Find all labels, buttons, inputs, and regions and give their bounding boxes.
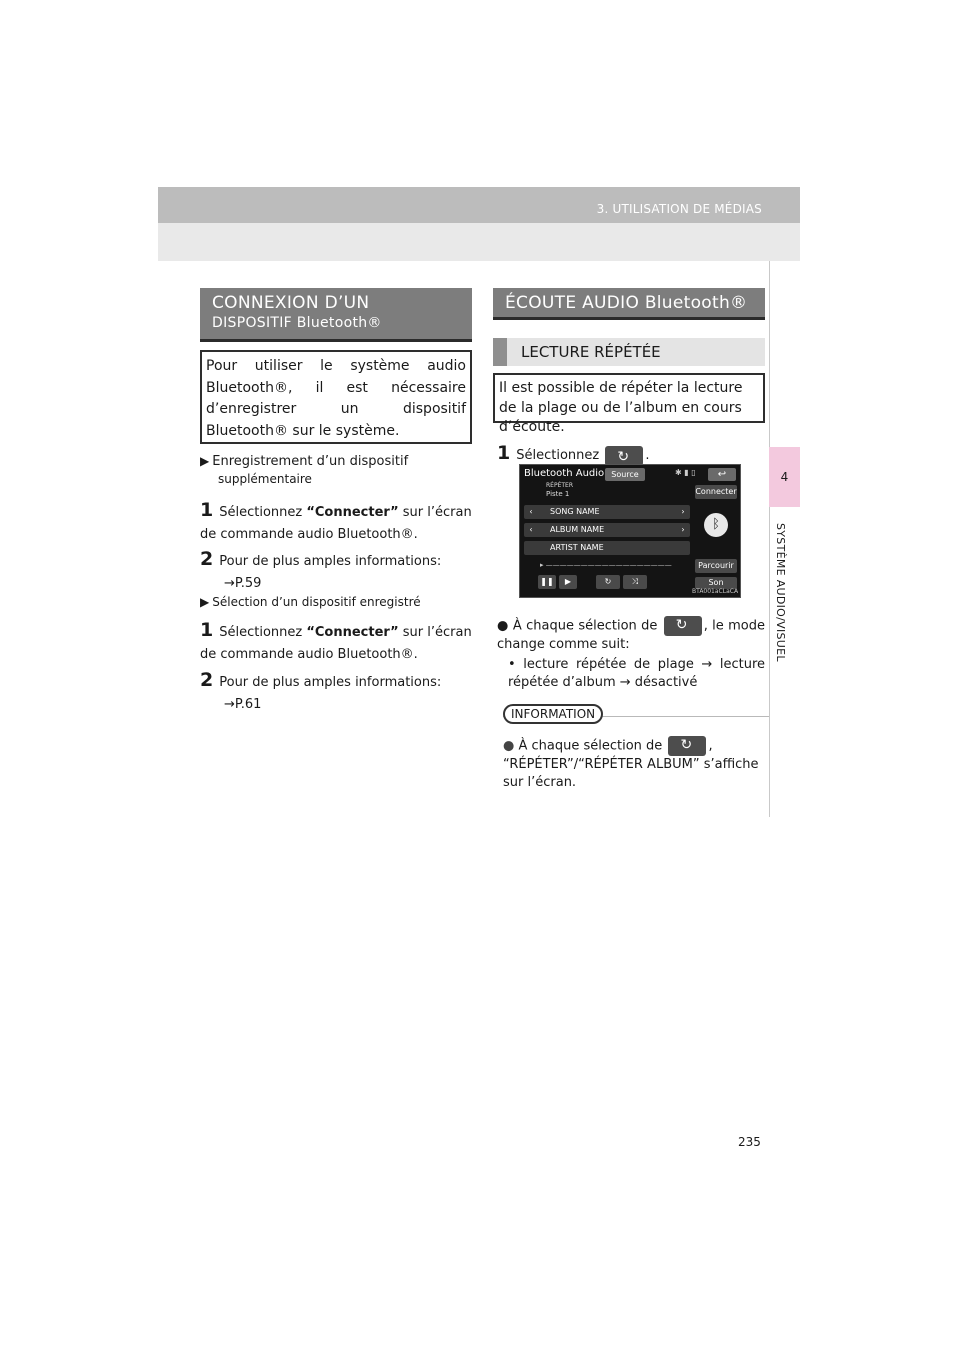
step-text-end: sur l’écran de commande audio Bluetooth®. <box>200 505 472 543</box>
page-number: 235 <box>738 1135 761 1149</box>
step-number: 1 <box>200 499 214 521</box>
album-row[interactable] <box>524 523 690 537</box>
repeat-button-icon <box>668 736 706 756</box>
pause-button[interactable]: ❚❚ <box>538 575 556 589</box>
subheading-1-line2: supplémentaire <box>218 471 312 486</box>
step-4-info <box>200 665 472 716</box>
step-text: Sélectionnez <box>219 505 307 520</box>
repeat-indicator: RÉPÉTER <box>546 482 573 489</box>
step-number: 1 <box>200 619 214 641</box>
step-number: 2 <box>200 548 214 570</box>
browse-button[interactable]: Parcourir <box>695 559 737 573</box>
step-text-end: sur l’écran de commande audio Bluetooth®. <box>200 625 472 663</box>
subheading-2: Sélection d’un dispositif enregistré <box>212 595 421 609</box>
chevron-right-icon[interactable]: › <box>681 525 685 534</box>
subheading-selection <box>200 594 472 610</box>
sub-bullet-sequence <box>508 656 765 691</box>
shuffle-button[interactable]: ⤨ <box>623 575 647 589</box>
bullet-dot-icon: ● <box>497 618 509 634</box>
screen-title: Bluetooth Audio <box>524 468 605 479</box>
subsection-marker <box>493 338 507 366</box>
section-title-ecoute <box>493 288 765 320</box>
chevron-left-icon[interactable]: ‹ <box>529 507 533 516</box>
step-text: Sélectionnez <box>219 625 307 640</box>
chevron-left-icon[interactable]: ‹ <box>529 525 533 534</box>
step-bold-term: “Connecter” <box>306 505 399 520</box>
subsection-lecture-repetee <box>493 338 765 366</box>
step-1-connecter <box>200 495 472 546</box>
sub-bullet-text: lecture répétée de plage → lecture répétée d’album → désactivé <box>508 657 765 690</box>
info-note: ● À chaque sélection de ↻ , “RÉPÉTER”/“RÉPÉTER ALBUM” s’affiche sur l’écran. <box>503 736 765 791</box>
step-select-repeat: 1 Sélectionnez ↻ . <box>497 438 650 468</box>
subheading-1-line1: Enregistrement d’un dispositif <box>212 454 409 469</box>
header-strip <box>158 223 800 261</box>
bluetooth-audio-screen <box>519 464 741 598</box>
subsection-title: LECTURE RÉPÉTÉE <box>521 343 661 361</box>
chapter-tab <box>769 447 800 507</box>
section-title-line2: DISPOSITIF Bluetooth® <box>212 315 382 331</box>
repeat-button[interactable]: ↻ <box>596 575 620 589</box>
progress-bar: ▸ —————————————————— <box>540 561 672 569</box>
song-row[interactable] <box>524 505 690 519</box>
info-bullet-icon: ● <box>503 738 515 754</box>
intro-box-right: Il est possible de répéter la lecture de la plage ou de l’album en cours d’écoute. <box>493 373 765 423</box>
chapter-title: 3. UTILISATION DE MÉDIAS <box>596 202 762 216</box>
step-text: Sélectionnez <box>516 448 600 463</box>
bluetooth-icon: ᛒ <box>704 513 728 537</box>
song-name: SONG NAME <box>550 507 600 516</box>
step-text: Pour de plus amples informations: <box>219 554 442 569</box>
info-text: À chaque sélection de <box>518 738 663 754</box>
bullet-mode-change <box>497 616 765 654</box>
source-button[interactable]: Source <box>605 468 645 481</box>
chevron-right-icon[interactable]: › <box>681 507 685 516</box>
step-number: 1 <box>497 442 511 464</box>
information-label: INFORMATION <box>503 704 603 724</box>
sub-bullet-dot: • <box>508 657 516 672</box>
page-reference: →P.59 <box>224 576 262 592</box>
sound-button[interactable]: Son <box>695 577 737 589</box>
section-title-line1: CONNEXION D’UN <box>212 293 370 313</box>
repeat-button-icon <box>605 446 643 466</box>
chapter-tab-number: 4 <box>780 470 789 484</box>
subheading-enregistrement <box>200 453 472 487</box>
artist-row <box>524 541 690 555</box>
triangle-right-icon: ▶ <box>200 595 210 609</box>
repeat-button-icon <box>664 616 702 636</box>
bullet-text-end: , le mode change comme suit: <box>497 618 765 652</box>
next-button[interactable]: ▶ <box>559 575 577 589</box>
figure-code: BTA001aCLaCA <box>692 588 739 595</box>
chapter-side-label: SYSTÈME AUDIO/VISUEL <box>774 523 787 662</box>
triangle-right-icon: ▶ <box>200 454 210 468</box>
side-divider <box>769 261 770 817</box>
connect-button[interactable]: Connecter <box>695 485 737 499</box>
step-2-info <box>200 544 472 595</box>
step-3-connecter <box>200 615 472 666</box>
step-number: 2 <box>200 669 214 691</box>
back-arrow-icon[interactable]: ↩ <box>708 468 736 481</box>
page-reference: →P.61 <box>224 697 262 713</box>
bullet-text: À chaque sélection de <box>512 618 658 634</box>
header-bar <box>158 187 800 223</box>
intro-box-left: Pour utiliser le système audio Bluetooth®, il est nécessaire d’enregistrer un dispositif Bluetooth® sur le système. <box>200 350 472 444</box>
artist-name: ARTIST NAME <box>550 543 604 552</box>
track-indicator: Piste 1 <box>546 490 570 498</box>
status-icons: ✱ ▮ ▯ <box>675 468 696 477</box>
step-bold-term: “Connecter” <box>306 625 399 640</box>
album-name: ALBUM NAME <box>550 525 605 534</box>
step-text: Pour de plus amples informations: <box>219 675 442 690</box>
section-title-connexion <box>200 288 472 342</box>
info-text-end: “RÉPÉTER”/“RÉPÉTER ALBUM” s’affiche sur l’écran. <box>503 757 759 790</box>
section-title-right: ÉCOUTE AUDIO Bluetooth® <box>505 293 748 313</box>
